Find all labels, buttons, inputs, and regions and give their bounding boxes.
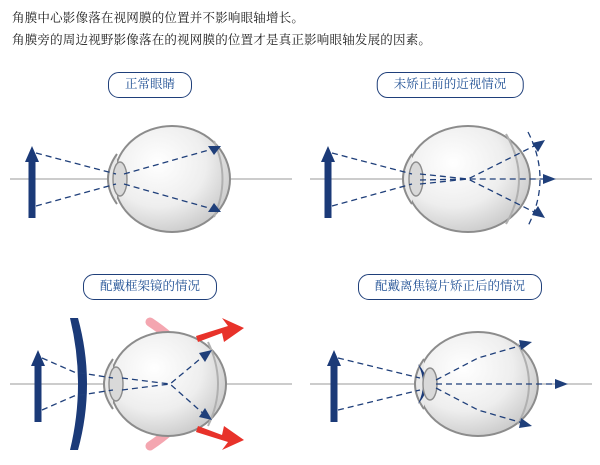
- panel-title-normal-eye: 正常眼睛: [108, 72, 192, 98]
- panel-spectacle-lens: [0, 264, 300, 464]
- panel-title-defocus-lens: 配戴离焦镜片矫正后的情况: [358, 274, 542, 300]
- crystalline-lens: [113, 162, 127, 196]
- panel-title-spectacle-lens: 配戴框架镜的情况: [83, 274, 217, 300]
- crystalline-lens: [409, 162, 423, 196]
- figure-normal-eye: [0, 96, 300, 262]
- figure-defocus-lens: [300, 298, 600, 464]
- object-arrow: [321, 146, 335, 218]
- panel-uncorrected-myopia: [300, 62, 600, 262]
- panel-grid: [0, 62, 600, 465]
- figure-spectacle-lens: [0, 298, 300, 464]
- panel-defocus-lens: [300, 264, 600, 464]
- eye-globe: [110, 332, 226, 436]
- panel-normal-eye: [0, 62, 300, 262]
- header-text-block: [0, 0, 600, 52]
- crystalline-lens: [109, 367, 123, 401]
- object-arrow: [25, 146, 39, 218]
- eye-globe: [114, 126, 230, 232]
- object-arrow: [31, 350, 45, 422]
- panel-title-uncorrected-myopia: 未矫正前的近视情况: [377, 72, 524, 98]
- header-line-1: 角膜中心影像落在视网膜的位置并不影响眼轴增长。: [12, 11, 305, 25]
- crystalline-lens: [423, 368, 437, 400]
- figure-uncorrected-myopia: [300, 96, 600, 262]
- object-arrow: [327, 350, 341, 422]
- header-line-2: 角膜旁的周边视野影像落在的视网膜的位置才是真正影响眼轴发展的因素。: [12, 32, 432, 47]
